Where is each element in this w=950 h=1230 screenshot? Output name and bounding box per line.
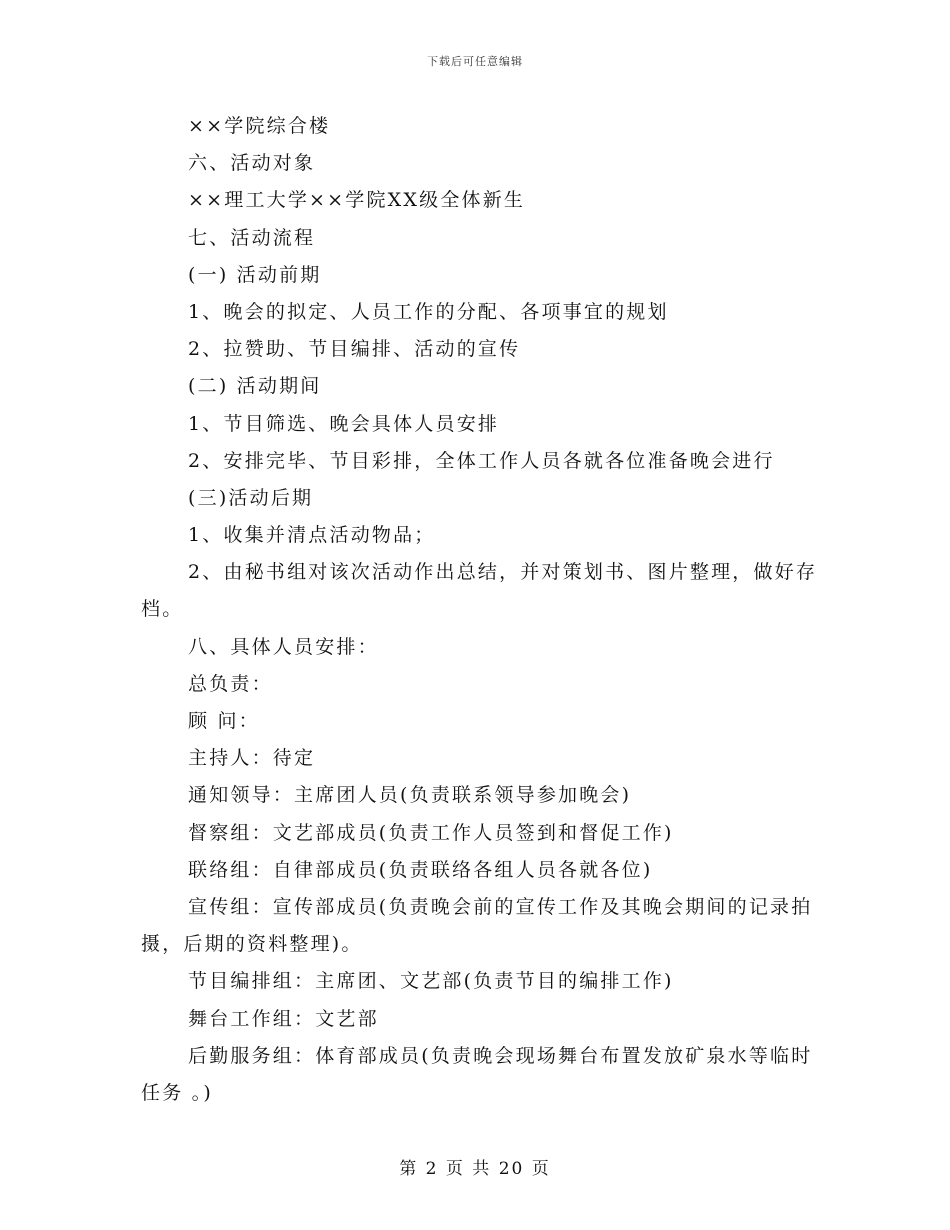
list-item-paragraph: 2、由秘书组对该次活动作出总结，并对策划书、图片整理，做好存档。	[141, 561, 818, 621]
staff-line: 督察组：文艺部成员(负责工作人员签到和督促工作)	[188, 821, 674, 844]
list-item: 1、收集并清点活动物品；	[188, 524, 436, 547]
section-heading: 六、活动对象	[188, 152, 316, 175]
staff-line: 联络组：自律部成员(负责联络各组人员各就各位)	[188, 858, 653, 881]
section-heading: 八、具体人员安排：	[188, 635, 379, 658]
text-line: ××理工大学××学院XX级全体新生	[188, 189, 526, 212]
staff-paragraph: 后勤服务组：体育部成员(负责晚会现场舞台布置发放矿泉水等临时任务 。)	[141, 1044, 813, 1104]
staff-line: 总负责：	[188, 672, 273, 695]
staff-line: 主持人：待定	[188, 747, 316, 770]
document-body	[141, 108, 821, 1112]
list-item: 1、节目筛选、晚会具体人员安排	[188, 412, 500, 435]
subsection-heading: (二) 活动期间	[188, 375, 322, 398]
list-item: 2、安排完毕、节目彩排，全体工作人员各就各位准备晚会进行	[188, 449, 775, 472]
page-number: 第 2 页 共 20 页	[399, 1159, 551, 1179]
list-item: 2、拉赞助、节目编排、活动的宣传	[188, 338, 521, 361]
staff-line: 舞台工作组：文艺部	[188, 1007, 379, 1030]
list-item: 1、晚会的拟定、人员工作的分配、各项事宜的规划	[188, 300, 669, 323]
subsection-heading: (一) 活动前期	[188, 263, 322, 286]
section-heading: 七、活动流程	[188, 226, 316, 249]
header-note: 下载后可任意编辑	[427, 55, 523, 68]
subsection-heading: (三)活动后期	[188, 486, 314, 509]
text-line: ××学院综合楼	[188, 115, 331, 137]
staff-line: 通知领导：主席团人员(负责联系领导参加晚会)	[188, 784, 632, 807]
staff-paragraph: 宣传组：宣传部成员(负责晚会前的宣传工作及其晚会期间的记录拍摄，后期的资料整理)。	[141, 895, 813, 956]
staff-line: 顾 问：	[188, 710, 260, 733]
staff-line: 节目编排组：主席团、文艺部(负责节目的编排工作)	[188, 970, 674, 993]
